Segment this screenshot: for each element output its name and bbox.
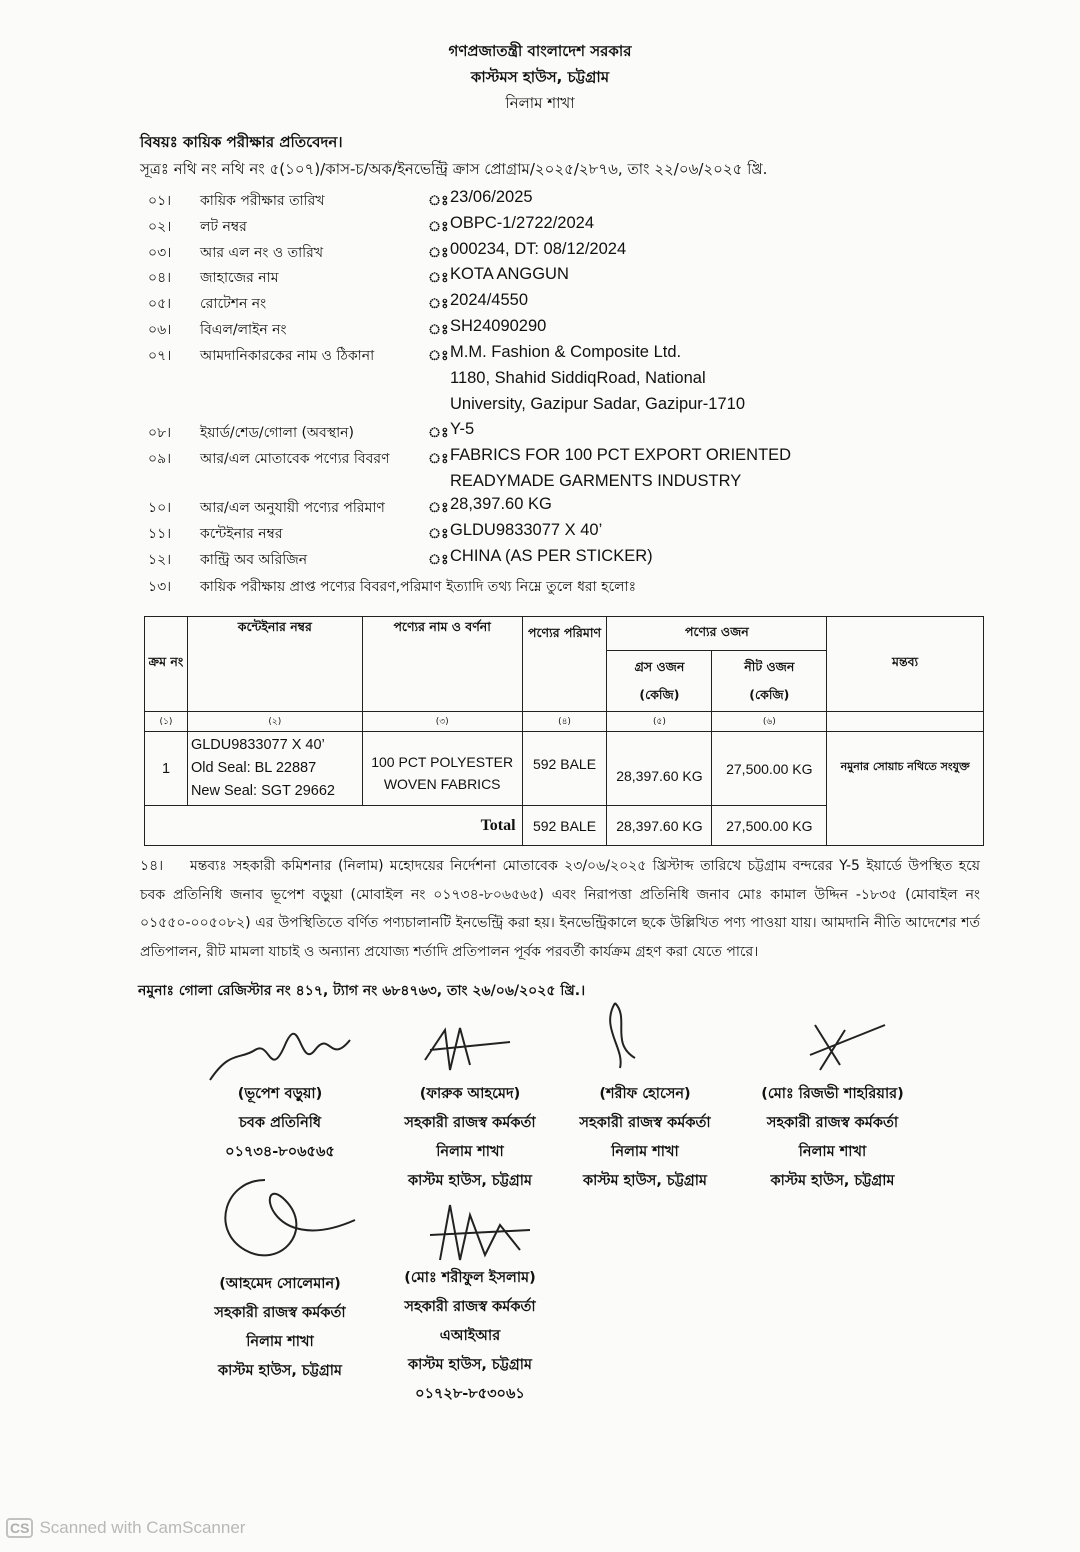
item-colon: ঃ [428,193,449,209]
item-colon: ঃ [428,296,449,312]
watermark-text: Scanned with CamScanner [39,1518,246,1537]
signatory-line: সহকারী রাজস্ব কর্মকর্তা [766,1115,899,1131]
signatory [385,1080,555,1196]
new-seal: New Seal: SGT 29662 [190,783,335,799]
item-value-line: FABRICS FOR 100 PCT EXPORT ORIENTED [450,446,792,464]
item-label: জাহাজের নাম [200,270,279,286]
signatory-line: সহকারী রাজস্ব কর্মকর্তা [404,1299,536,1315]
item-value [450,287,528,316]
item-value-line: SH24090290 [450,317,547,335]
item-number: ০৭। [148,348,172,364]
item-value-line: KOTA ANGGUN [450,265,569,283]
header-container: কন্টেইনার নম্বর [187,617,362,712]
item-value-line: 2024/4550 [450,291,528,309]
cell-gross: 28,397.60 KG [607,732,712,806]
net-label: নীট ওজন [744,659,795,674]
item-label: আমদানিকারকের নাম ও ঠিকানা [200,348,375,364]
item-colon: ঃ [428,451,449,467]
signatory-line: চবক প্রতিনিধি [238,1115,322,1131]
signatory-line: কাস্টম হাউস, চট্টগ্রাম [408,1357,532,1373]
goods-line: 100 PCT POLYESTER [371,753,514,770]
item-label: লট নম্বর [200,219,247,235]
col-number: (৬) [712,712,827,732]
item-14 [140,852,980,966]
item-label: বিএল/লাইন নং [200,322,287,338]
signature-mark [205,1170,365,1270]
item-value-line: READYMADE GARMENTS INDUSTRY [450,472,742,490]
item-value [450,543,653,572]
item-colon: ঃ [428,245,449,261]
item-value-line: 23/06/2025 [450,188,533,206]
signatory-line: সহকারী রাজস্ব কর্মকর্তা [579,1115,711,1131]
item-number: ১২। [148,552,172,568]
signatory-line: কাস্টম হাউস, চট্টগ্রাম [583,1173,707,1189]
signatory [740,1080,925,1196]
signatory-name: (মোঃ শরীফুল ইসলাম) [404,1270,536,1286]
camscanner-watermark [6,1518,245,1538]
item-number: ০৮। [148,425,172,441]
total-quantity: 592 BALE [522,806,607,846]
signatory-name: (ভূপেশ বড়ুয়া) [237,1086,323,1102]
item-value [450,442,791,494]
gross-label: গ্রস ওজন [634,659,685,674]
camscanner-logo-icon: CS [6,1518,33,1538]
item-label: কান্ট্রি অব অরিজিন [200,552,308,568]
header-serial: ক্রম নং [145,617,188,712]
item-number: ০৬। [148,322,172,338]
signatory-line: নিলাম শাখা [246,1334,314,1350]
item-value-line: M.M. Fashion & Composite Ltd. [450,343,682,361]
cell-goods [362,732,522,806]
reference: সূত্রঃ নথি নং নথি নং ৫(১০৭)/কাস-চ/অক/ইনভেন্ট্রি ক্রাস প্রোগ্রাম/২০২৫/২৮৭৬, তাং ২২/০৬/২০২৫ খ্রি. [140,160,768,178]
item-row [148,421,474,445]
signature-mark [425,1200,535,1270]
item-13 [148,575,636,599]
col-number: (৪) [522,712,607,732]
item-label: কন্টেইনার নম্বর [200,526,283,542]
signatory [195,1270,365,1386]
item-number: ০৫। [148,296,172,312]
header-goods: পণ্যের নাম ও বর্ণনা [362,617,522,712]
col-number: (৫) [607,712,712,732]
item-value [450,517,602,546]
header-gross [607,651,712,712]
item-number: ১৪। [140,858,164,874]
signatory-line: এআইআর [439,1328,501,1344]
item-value-line: OBPC-1/2722/2024 [450,214,595,232]
signatory-line: ০১৭২৮-৮৫৩০৬১ [415,1386,525,1402]
item-value [450,261,569,290]
item-row [148,447,791,494]
signatory [565,1080,725,1196]
item-value-line: 000234, DT: 08/12/2024 [450,240,627,258]
col-number [827,712,984,732]
item-value [450,339,745,417]
header-quantity: পণ্যের পরিমাণ [522,617,607,712]
item-label: রোটেশন নং [200,296,267,312]
item-row [148,344,745,417]
signatory-line: কাস্টম হাউস, চট্টগ্রাম [770,1173,895,1189]
item-number: ১১। [148,526,172,542]
item-value-line: 1180, Shahid SiddiqRoad, National [450,369,706,387]
subject: বিষয়ঃ কায়িক পরীক্ষার প্রতিবেদন। [140,133,343,151]
item-number: ০৪। [148,270,172,286]
item-label: কায়িক পরীক্ষার তারিখ [200,193,325,209]
item-number: ০৩। [148,245,172,261]
net-unit: (কেজি) [749,687,790,702]
item-value [450,210,594,239]
header-branch: নিলাম শাখা [505,94,575,112]
signatory-line: কাস্টম হাউস, চট্টগ্রাম [408,1173,532,1189]
signatory-line: নিলাম শাখা [798,1144,867,1160]
item-number: ০১। [148,193,172,209]
item-number: ০৯। [148,451,172,467]
col-number: (২) [187,712,362,732]
item-value [450,416,474,445]
old-seal: Old Seal: BL 22887 [190,760,317,776]
item-number: ১০। [148,500,172,516]
header-government: গণপ্রজাতন্ত্রী বাংলাদেশ সরকার [448,42,632,60]
header-net [712,651,827,712]
col-number: (১) [145,712,188,732]
item-label: কায়িক পরীক্ষায় প্রাপ্ত পণ্যের বিবরণ,পরিমাণ ইত্যাদি তথ্য নিম্নে তুলে ধরা হলোঃ [200,579,637,595]
gross-unit: (কেজি) [639,687,680,702]
total-label: Total [145,806,523,846]
total-gross: 28,397.60 KG [607,806,712,846]
total-net: 27,500.00 KG [712,806,827,846]
item-label: আর/এল মোতাবেক পণ্যের বিবরণ [200,451,390,467]
item-colon: ঃ [428,270,449,286]
cell-remarks: নমুনার সোয়াচ নথিতে সংযুক্ত [827,732,984,846]
item-colon: ঃ [428,219,449,235]
cell-container [187,732,362,806]
signatory-line: কাস্টম হাউস, চট্টগ্রাম [218,1363,342,1379]
item-value-line: CHINA (AS PER STICKER) [450,547,653,565]
header-weight: পণ্যের ওজন [607,617,827,651]
cell-quantity: 592 BALE [522,732,607,806]
item-value-line: GLDU9833077 X 40’ [450,521,603,539]
item-value-line: 28,397.60 KG [450,495,552,513]
item-value [450,491,552,520]
item-row [148,548,653,572]
signatory-line: ০১৭৩৪-৮০৬৫৬৫ [225,1144,335,1160]
item-number: ০২। [148,219,172,235]
goods-line: WOVEN FABRICS [383,775,501,792]
cell-net: 27,500.00 KG [712,732,827,806]
container-number: GLDU9833077 X 40’ [190,737,325,753]
item-value [450,313,546,342]
col-number: (৩) [362,712,522,732]
cell-serial: 1 [145,732,188,806]
item-label: আর/এল অনুযায়ী পণ্যের পরিমাণ [200,500,385,516]
signatory-line: সহকারী রাজস্ব কর্মকর্তা [404,1115,536,1131]
item-label: ইয়ার্ড/শেড/গোলা (অবস্থান) [200,425,354,441]
item-colon: ঃ [428,552,449,568]
item-value [450,184,533,213]
signatory [200,1080,360,1167]
header-office: কাস্টমস হাউস, চট্টগ্রাম [470,68,610,86]
item-value-line: University, Gazipur Sadar, Gazipur-1710 [450,395,745,413]
signature-mark [415,1020,515,1080]
signature-mark [800,1020,890,1080]
item-value-line: Y-5 [450,420,475,438]
sample-info: নমুনাঃ গোলা রেজিস্টার নং ৪১৭, ট্যাগ নং ৬৮৪৭৬৩, তাং ২৬/০৬/২০২৫ খ্রি.। [138,983,586,999]
item-colon: ঃ [428,322,449,338]
signatory-name: (শরীফ হোসেন) [599,1086,691,1102]
signatory [385,1264,555,1409]
table-row [145,732,984,806]
goods-table [144,616,984,846]
item-colon: ঃ [428,348,449,364]
signatory-name: (মোঃ রিজভী শাহরিয়ার) [761,1086,904,1102]
item-label: আর এল নং ও তারিখ [200,245,324,261]
remarks-text: মন্তব্যঃ সহকারী কমিশনার (নিলাম) মহোদয়ের নির্দেশনা মোতাবেক ২৩/০৬/২০২৫ খ্রিস্টাব্দ তারিখে চট্টগ্রাম বন্দরের Y-5 ইয়ার্ডে উপস্থিত হয়ে চবক প্রতিনিধি জনাব ভূপেশ বড়ুয়া (মোবাইল নং ০১৭৩৪-৮০৬৫৬৫) এবং নিরাপত্তা প্রতিনিধি জনাব মোঃ কামাল উদ্দিন -১৮৩৫ (মোবাইল নং ০১৫৫০-০০৫০৮২) এর উপস্থিতিতে বর্ণিত পণ্যচালানটি ইনভেন্ট্রি করা হয়। ইনভেন্ট্রিকালে ছকে উল্লিখিত পণ্য পাওয়া যায়। আমদানি নীতি আদেশের শর্ত প্রতিপালন, রীট মামলা যাচাই ও অন্যান্য প্রযোজ্য শর্তাদি প্রতিপালন পূর্বক পরবর্তী কার্যক্রম গ্রহণ করা যেতে পারে। [140,858,980,960]
signatory-name: (ফারুক আহমেদ) [419,1086,521,1102]
item-colon: ঃ [428,425,449,441]
item-colon: ঃ [428,500,449,516]
signatory-line: সহকারী রাজস্ব কর্মকর্তা [214,1305,346,1321]
item-number: ১৩। [148,579,172,595]
item-colon: ঃ [428,526,449,542]
signature-mark [595,998,655,1078]
signatory-line: নিলাম শাখা [611,1144,679,1160]
signatory-line: নিলাম শাখা [436,1144,504,1160]
signatory-name: (আহমেদ সোলেমান) [219,1276,341,1292]
header-remarks: মন্তব্য [827,617,984,712]
